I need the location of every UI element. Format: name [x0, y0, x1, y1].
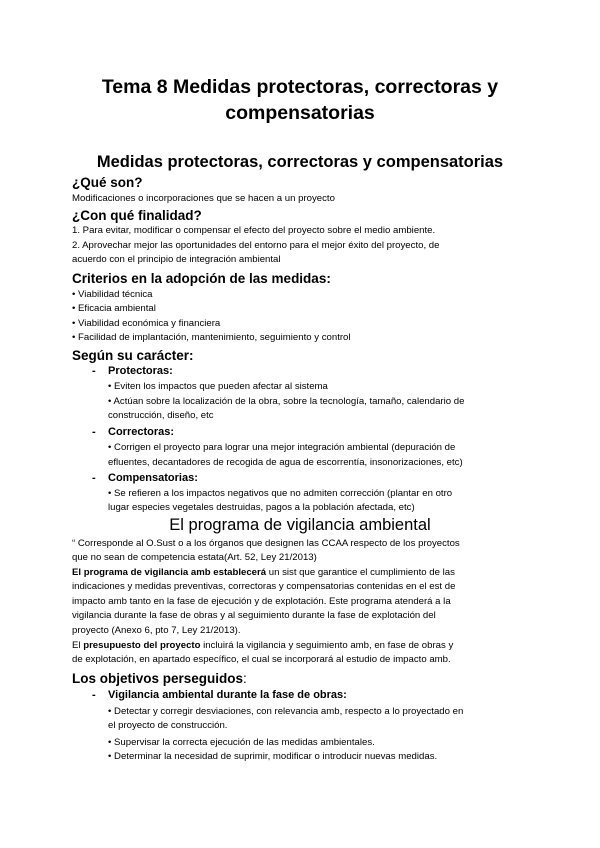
vigilancia-p2-line: proyecto (Anexo 6, pto 7, Ley 21/2013). [72, 625, 241, 636]
criterio-item: • Viabilidad económica y financiera [72, 318, 221, 329]
vigilancia-obras-line: • Supervisar la correcta ejecución de las medidas ambientales. [108, 737, 375, 748]
compensatorias-line: • Se refieren a los impactos negativos que no admiten corrección (plantar en otro [108, 488, 453, 499]
protectoras-line: • Eviten los impactos que pueden afectar al sistema [108, 381, 328, 392]
heading-que-son: ¿Qué son? [72, 175, 143, 190]
criterio-item: • Viabilidad técnica [72, 289, 153, 300]
vigilancia-p1-line: “ Corresponde al O.Sust o a los órganos que designen las CCAA respecto de los proyectos [72, 538, 460, 549]
finalidad-item: 2. Aprovechar mejor las oportunidades del entorno para el mejor éxito del proyecto, de [72, 240, 440, 251]
heading-caracter: Según su carácter: [72, 348, 194, 363]
compensatorias-line: lugar especies vegetales destruidas, pagos a la población afectada, etc) [108, 502, 415, 513]
title-line-2: compensatorias [225, 102, 375, 124]
heading-criterios: Criterios en la adopción de las medidas: [72, 271, 331, 286]
vigilancia-obras-line: • Determinar la necesidad de suprimir, modificar o introducir nuevas medidas. [108, 751, 438, 762]
vigilancia-p2-line: vigilancia durante la fase de obras y al seguimiento durante la fase de explotación del [72, 610, 436, 621]
section-heading-vigilancia: El programa de vigilancia ambiental [169, 516, 431, 534]
finalidad-item: acuerdo con el principio de integración ambiental [72, 254, 281, 265]
finalidad-item: 1. Para evitar, modificar o compensar el efecto del proyecto sobre el medio ambiente. [72, 225, 436, 236]
title-line-1: Tema 8 Medidas protectoras, correctoras y [101, 76, 499, 98]
correctoras-line: efluentes, decantadores de recogida de agua de escorrentía, insonorizaciones, etc) [108, 457, 463, 468]
criterio-item: • Facilidad de implantación, mantenimiento, seguimiento y control [72, 332, 351, 343]
section-heading-medidas: Medidas protectoras, correctoras y compensatorias [96, 153, 504, 171]
correctoras-line: • Corrigen el proyecto para lograr una mejor integración ambiental (depuración de [108, 442, 456, 453]
heading-objetivos: Los objetivos perseguidos: [72, 671, 247, 686]
vigilancia-obras-line: el proyecto de construcción. [108, 720, 228, 731]
que-son-text: Modificaciones o incorporaciones que se hacen a un proyecto [72, 193, 335, 204]
vigilancia-p3-line: de explotación, en apartado específico, el cual se incorporará al estudio de impacto amb. [72, 654, 451, 665]
criterio-item: • Eficacia ambiental [72, 303, 156, 314]
protectoras-line: construcción, diseño, etc [108, 410, 214, 421]
subheading-compensatorias: - Compensatorias: [92, 472, 198, 484]
heading-finalidad: ¿Con qué finalidad? [72, 208, 202, 223]
page-title [40, 74, 560, 126]
vigilancia-p1-line: que no sean de competencia estata(Art. 52, Ley 21/2013) [72, 552, 317, 563]
vigilancia-p2-bold: El programa de vigilancia amb establecerá [72, 567, 267, 578]
vigilancia-p2-line: indicaciones y medidas preventivas, correctoras y compensatorias contenidas en el est de [72, 581, 456, 592]
vigilancia-obras-line: • Detectar y corregir desviaciones, con relevancia amb, respecto a lo proyectado en [108, 706, 464, 717]
vigilancia-p2-line: impacto amb tanto en la fase de ejecución y de explotación. Este programa atenderá a la [72, 596, 451, 607]
presupuesto-bold: presupuesto del proyecto [83, 640, 201, 651]
subheading-vigilancia-obras: - Vigilancia ambiental durante la fase de obras: [92, 689, 347, 701]
protectoras-line: • Actúan sobre la localización de la obra, sobre la tecnología, tamaño, calendario de [108, 396, 465, 407]
vigilancia-p3-line: El presupuesto del proyecto incluirá la vigilancia y seguimiento amb, en fase de obras y [72, 640, 454, 651]
subheading-correctoras: - Correctoras: [92, 426, 175, 438]
subheading-protectoras: - Protectoras: [92, 365, 173, 377]
vigilancia-p2-line: El programa de vigilancia amb establecerá un sist que garantice el cumplimiento de las [72, 567, 455, 578]
